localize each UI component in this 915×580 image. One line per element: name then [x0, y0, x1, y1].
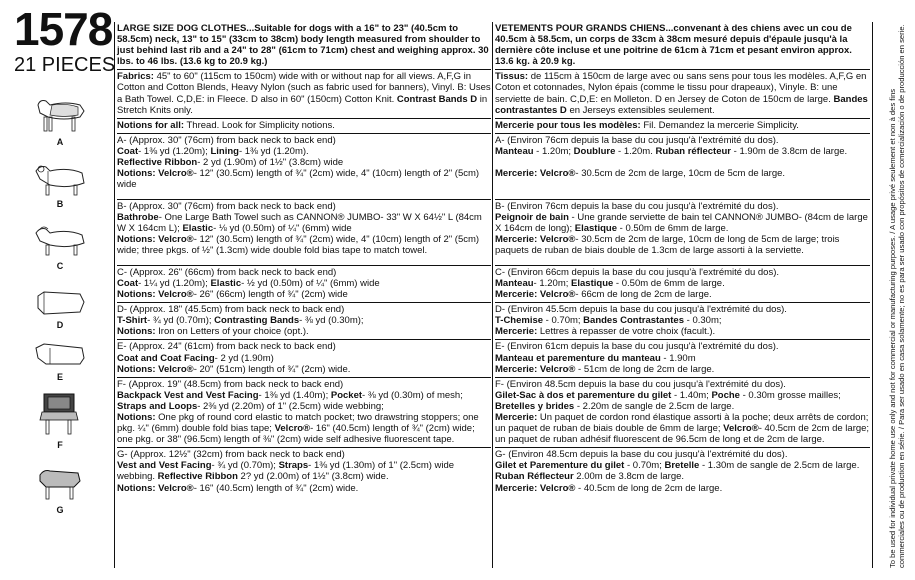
fr-mercerie-label: Mercerie pour tous les modèles: — [495, 119, 641, 131]
en-f-notions: Notions: — [117, 411, 156, 423]
en-d-head: D- (Approx. 18" (45.5cm) from back neck to back end) — [117, 304, 345, 316]
fr-a-doublure-text: - 1.20m. — [615, 145, 656, 157]
en-g-head: G- (Approx. 12½" (32cm) from back neck to back end) — [117, 449, 345, 461]
fr-g-ruban-text: 2.00m de 3.8cm de large. — [573, 471, 685, 483]
column-divider-middle — [492, 22, 493, 568]
en-b-bathrobe: Bathrobe — [117, 211, 159, 223]
en-contrast-text: in Stretch Knits only. — [117, 93, 488, 116]
fr-f-poche-text: - 0.30m grosse mailles; — [739, 389, 841, 401]
pattern-number: 1578 — [14, 3, 113, 55]
en-g-notions: Notions: Velcro® — [117, 482, 194, 494]
fr-f-mercerie: Mercerie: — [495, 411, 538, 423]
en-e-notions: Notions: Velcro® — [117, 363, 194, 375]
en-view-d — [117, 303, 491, 340]
en-c-notions: Notions: Velcro® — [117, 289, 194, 301]
usage-note-line-2: commerciales ou de production en série. / Para ser usado en casa solamente; no es para ser usado con propósitos de comercialización o de producción en serie. — [897, 24, 906, 568]
fr-f-bretelles: Bretelles y brides — [495, 400, 575, 412]
fr-view-c — [495, 266, 870, 303]
en-f-vest: Backpack Vest and Vest Facing — [117, 389, 259, 401]
en-b-head: B- (Approx. 30" (76cm) from back neck to back end) — [117, 200, 336, 212]
fr-tissus — [495, 70, 870, 118]
fr-c-mercerie-text: - 66cm de long de 2cm de large. — [575, 289, 712, 301]
column-divider-right — [872, 22, 873, 568]
en-a-notions: Notions: Velcro® — [117, 168, 194, 180]
dog-vest-icon — [30, 465, 90, 505]
en-view-g — [117, 448, 491, 495]
column-divider-left — [114, 22, 115, 568]
fr-a-mercerie: Mercerie: Velcro® — [495, 168, 576, 180]
en-f-velcro: Velcro® — [274, 423, 311, 435]
fr-f-gilet-text: - 1.40m; — [671, 389, 712, 401]
piece-count: 21 PIECES — [14, 54, 116, 76]
view-b-figure — [30, 163, 90, 209]
dog-bathrobe-icon — [30, 163, 90, 199]
view-e-label: E — [56, 372, 63, 382]
view-a-figure — [30, 95, 90, 147]
en-view-b — [117, 200, 491, 266]
en-fabrics-text: 45" to 60" (115cm to 150cm) wide with or without nap for all views. A,F,G in Cotton and Cotton Blends, Heavy Nylon (such as fabric used for banners), Vinyl. B: Uses a Bath Towel. C,D,E: in Fleece. D also in 60" (150cm) Cotton Knit. — [117, 71, 491, 105]
fr-view-b — [495, 200, 870, 266]
fr-e-mercerie: Mercerie: Velcro® — [495, 363, 576, 375]
view-d-figure — [30, 288, 90, 330]
en-b-notions-text: - 12" (30.5cm) length of ¾" (2cm) wide, 4" (10cm) length of 2" (5cm) wide; three pkgs. of ½" (1.3cm) wide double fold bias tape to match towel. — [117, 234, 480, 257]
en-g-vest-text: - ¾ yd (0.70m); — [211, 460, 279, 472]
en-c-head: C- (Approx. 26" (66cm) from back neck to back end) — [117, 266, 337, 278]
fr-title: VETEMENTS POUR GRANDS CHIENS...convenant à des chiens avec un cou de 40.5cm à 58.5cm, un corps de 33cm à 38cm mesuré depuis d'épaule jusqu'à la dernière côte incluse et une poitrine de 61cm à 71cm et pesant environ approx. 13.6 kg. à 20.9 kg. — [495, 23, 852, 68]
en-f-vest-text: - 1⅜ yd (1.40m); — [258, 389, 331, 401]
en-contrast-label: Contrast Bands D — [396, 93, 478, 105]
en-c-notions-text: - 26" (66cm) length of ¾" (2cm) wide — [193, 289, 348, 301]
en-d-tshirt: T-Shirt — [117, 315, 148, 327]
en-a-head: A- (Approx. 30" (76cm) from back neck to back end) — [117, 134, 336, 146]
en-d-bands: Contrasting Bands — [214, 315, 300, 327]
en-e-coat-text: - 2 yd (1.90m) — [214, 352, 274, 364]
en-c-coat: Coat — [117, 277, 139, 289]
en-c-elastic: Elastic — [210, 277, 242, 289]
view-c-figure — [30, 225, 90, 271]
en-a-coat-text: - 1⅜ yd (1.20m); — [138, 145, 211, 157]
usage-note-line-1: To be used for individual private home use only and not for commercial or manufacturing purposes. / A usage privé seulement et non à des fins — [888, 88, 897, 568]
fr-view-a — [495, 134, 870, 200]
en-g-straps-text: - 1⅜ yd (1.30m) of 1" (2.5cm) wide webbing. — [117, 460, 455, 483]
en-e-head: E- (Approx. 24" (61cm) from back neck to back end) — [117, 341, 336, 353]
fr-g-mercerie-text: - 40.5cm de long de 2cm de large. — [575, 482, 723, 494]
fr-d-bandes: Bandes Contrastantes — [583, 315, 685, 327]
fr-d-mercerie-text: Lettres à repasser de votre choix (facult.). — [537, 326, 716, 338]
fr-d-bandes-text: - 0.30m; — [684, 315, 722, 327]
fr-e-head: E- (Environ 61cm depuis la base du cou jusqu'à l'extrémité du dos). — [495, 341, 779, 353]
fr-a-doublure: Doublure — [573, 145, 616, 157]
en-view-a — [117, 134, 491, 200]
fr-view-f — [495, 378, 870, 449]
fr-a-manteau-text: - 1.20m; — [533, 145, 574, 157]
fr-b-elastique: Elastique — [574, 223, 617, 235]
dog-backpack-vest-icon — [30, 390, 90, 440]
view-f-figure — [30, 390, 90, 450]
en-view-e — [117, 340, 491, 377]
en-g-vest: Vest and Vest Facing — [117, 460, 212, 472]
view-g-figure — [30, 465, 90, 515]
fr-view-d — [495, 303, 870, 340]
fr-e-mercerie-text: - 51cm de long de 2cm de large. — [575, 363, 715, 375]
fr-a-ruban: Ruban réflecteur — [655, 145, 731, 157]
fr-view-g — [495, 448, 870, 495]
en-e-notions-text: - 20" (51cm) length of ¾" (2cm) wide. — [193, 363, 351, 375]
en-description — [117, 22, 491, 70]
en-notions-text: Thread. Look for Simplicity notions. — [184, 119, 335, 131]
en-f-velcro-text: - 16" (40.5cm) length of ¾" (2cm) wide; one pkg. or 38" (96.5cm) length of ⅜" (2cm) wide self adhesive fluorescent tape. — [117, 423, 475, 446]
view-d-label: D — [56, 320, 64, 330]
fr-bandes-label: Bandes contrastantes D — [495, 93, 868, 116]
en-d-notions-text: Iron on Letters of your choice (opt.). — [155, 326, 309, 338]
en-a-lining: Lining — [210, 145, 239, 157]
fr-d-head: D- (Environ 45.5cm depuis la base du cou jusqu'à l'extrémité du dos). — [495, 304, 787, 316]
view-f-label: F — [57, 440, 63, 450]
fr-c-elastique-text: - 0.50m de 6mm de large. — [613, 277, 725, 289]
en-c-coat-text: - 1¼ yd (1.20m); — [138, 277, 211, 289]
fr-b-mercerie: Mercerie: Velcro® — [495, 234, 576, 246]
fr-e-manteau: Manteau et parementure du manteau — [495, 352, 661, 364]
fr-e-manteau-text: - 1.90m — [660, 352, 696, 364]
fr-f-bretelles-text: - 2.20m de sangle de 2.5cm de large. — [574, 400, 735, 412]
usage-note-vertical — [884, 22, 914, 568]
fr-g-mercerie: Mercerie: Velcro® — [495, 482, 576, 494]
en-notions-label: Notions for all: — [117, 119, 185, 131]
fr-c-manteau: Manteau — [495, 277, 534, 289]
en-d-notions: Notions: — [117, 326, 156, 338]
dog-coat-icon — [30, 95, 90, 137]
fr-b-elastique-text: - 0.50m de 6mm de large. — [617, 223, 729, 235]
fr-b-peignoir: Peignoir de bain — [495, 211, 569, 223]
fr-f-velcro-text: - 40.5cm de 2cm de large; un paquet de ruban adhésif fluorescent de 96.5cm de long et de 2cm de large. — [495, 423, 870, 446]
fr-f-velcro: Velcro® — [723, 423, 759, 435]
fr-view-e — [495, 340, 870, 377]
en-g-ribbon: Reflective Ribbon — [157, 471, 238, 483]
fr-f-mercerie-text: Un paquet de cordon rond élastique assorti à la poche; deux arrêts de cordon; un paquet de ruban de biais double de 6mm de large; — [495, 411, 869, 435]
view-b-label: B — [56, 199, 64, 209]
en-c-elastic-text: - ½ yd (0.50m) of ¼" (6mm) wide — [241, 277, 380, 289]
fr-mercerie-text: Fil. Demandez la mercerie Simplicity. — [640, 119, 799, 131]
en-b-bathrobe-text: - One Large Bath Towel such as CANNON® JUMBO- 33" W X 64½" L (84cm W X 164cm L); — [117, 211, 482, 235]
en-g-ribbon-text: 2? yd (2.00m) of 1½" (3.8cm) wide. — [237, 471, 389, 483]
fr-g-bretelle: Bretelle — [664, 460, 700, 472]
en-e-coat: Coat and Coat Facing — [117, 352, 215, 364]
view-a-label: A — [56, 137, 64, 147]
en-d-tshirt-text: - ¾ yd (0.70m); — [147, 315, 215, 327]
en-fabrics — [117, 70, 491, 118]
en-a-ribbon: Reflective Ribbon — [117, 157, 198, 169]
fr-g-head: G- (Environ 48.5cm depuis la base du cou jusqu'à l'extrémité du dos). — [495, 449, 788, 461]
en-view-c — [117, 266, 491, 303]
fr-b-peignoir-text: - Une grande serviette de bain tel CANNON® JUMBO- (84cm de large X 164cm de long); — [495, 211, 868, 235]
en-view-f — [117, 378, 491, 449]
en-f-straps: Straps and Loops — [117, 400, 198, 412]
en-b-notions: Notions: Velcro® — [117, 234, 194, 246]
dog-tshirt-icon — [30, 288, 90, 320]
view-c-label: C — [56, 261, 64, 271]
fr-c-head: C- (Environ 66cm depuis la base du cou jusqu'à l'extrémité du dos). — [495, 266, 780, 278]
en-a-lining-text: - 1⅜ yd (1.20m). — [238, 145, 309, 157]
fr-d-tchemise-text: - 0.70m; — [543, 315, 584, 327]
en-notions-all — [117, 119, 491, 134]
en-g-straps: Straps — [278, 460, 309, 472]
en-g-notions-text: - 16" (40.5cm) length of ¾" (2cm) wide. — [193, 482, 359, 494]
fr-description — [495, 22, 870, 70]
fr-a-head: A- (Environ 76cm depuis la base du cou jusqu'à l'extrémité du dos). — [495, 134, 779, 146]
fr-a-manteau: Manteau — [495, 145, 534, 157]
french-column — [495, 22, 870, 496]
en-title: LARGE SIZE DOG CLOTHES...Suitable for dogs with a 16" to 23" (40.5cm to 58.5cm) neck, 13" to 15" (33cm to 38cm) body length measured from shoulder to just behind last rib and a 24" to 28" (61cm to 71cm) chest and weighing approx. 30 lbs. to 46 lbs. (13.6 kg to 20.9 kg.) — [117, 23, 489, 68]
en-f-straps-text: - 2⅜ yd (2.20m) of 1" (2.5cm) wide webbing; — [197, 400, 384, 412]
fr-b-head: B- (Environ 76cm depuis la base du cou jusqu'à l'extrémité du dos). — [495, 200, 779, 212]
en-d-bands-text: - ⅜ yd (0.30m); — [299, 315, 364, 327]
dog-fleece-coat-icon — [30, 225, 90, 261]
en-a-coat: Coat — [117, 145, 139, 157]
en-a-notions-text: - 12" (30.5cm) length of ¾" (2cm) wide, 4" (10cm) length of 2" (5cm) wide — [117, 168, 480, 191]
en-f-pocket-text: - ⅜ yd (0.30m) of mesh; — [362, 389, 463, 401]
en-a-ribbon-text: - 2 yd (1.90m) of 1½" (3.8cm) wide — [197, 157, 344, 169]
fr-g-gilet-text: - 0.70m; — [624, 460, 665, 472]
en-b-elastic: Elastic — [182, 223, 214, 235]
english-column — [117, 22, 491, 496]
en-b-elastic-text: - ⅛ yd (0.50m) of ¼" (6mm) wide — [213, 223, 352, 235]
fr-a-ruban-text: - 1.90m de 3.8cm de large. — [731, 145, 848, 157]
view-g-label: G — [56, 505, 64, 515]
view-e-figure — [30, 340, 90, 382]
fr-d-tchemise: T-Chemise — [495, 315, 544, 327]
fr-a-mercerie-text: - 30.5cm de 2cm de large, 10cm de 5cm de large. — [575, 168, 786, 180]
fr-mercerie-all — [495, 119, 870, 134]
fr-bandes-text: en Jerseys extensibles seulement. — [566, 104, 715, 116]
en-f-head: F- (Approx. 19" (48.5cm) from back neck to back end) — [117, 378, 344, 390]
en-f-pocket: Pocket — [330, 389, 363, 401]
fr-tissus-text: de 115cm à 150cm de large avec ou sans sens pour tous les modèles. A,F,G en Coton et cotonnades, Nylon épais (comme le tissu pour drapeaux), Vinyle. B: une serviette de bain. C,D,E: en Molleton. D en Jersey de Coton de 150cm de large. — [495, 71, 867, 105]
fr-c-manteau-text: - 1.20m; — [533, 277, 572, 289]
fr-f-head: F- (Environ 48.5cm depuis la base du cou jusqu'à l'extrémité du dos). — [495, 378, 786, 390]
fr-b-mercerie-text: - 30.5cm de 2cm de large, 10cm de long de 5cm de large; trois paquets de ruban de biais double de 1.3cm de large assorti à la serviette. — [495, 234, 840, 257]
fr-g-ruban: Ruban Réflecteur — [495, 471, 574, 483]
fr-g-gilet: Gilet et Parementure du gilet — [495, 460, 625, 472]
dog-coat-e-icon — [30, 340, 90, 372]
fr-c-elastique: Elastique — [571, 277, 614, 289]
fr-g-bretelle-text: - 1.30m de sangle de 2.5cm de large. — [699, 460, 860, 472]
en-fabrics-label: Fabrics: — [117, 71, 154, 83]
fr-f-gilet: Gilet-Sac à dos et parementure du gilet — [495, 389, 672, 401]
en-f-notions-text: One pkg of round cord elastic to match pocket; two drawstring stoppers; one pkg. ¼" (6mm) double fold bias tape; — [117, 411, 479, 435]
fr-d-mercerie: Mercerie: — [495, 326, 538, 338]
fr-tissus-label: Tissus: — [495, 71, 529, 83]
fr-c-mercerie: Mercerie: Velcro® — [495, 289, 576, 301]
fr-f-poche: Poche — [711, 389, 740, 401]
